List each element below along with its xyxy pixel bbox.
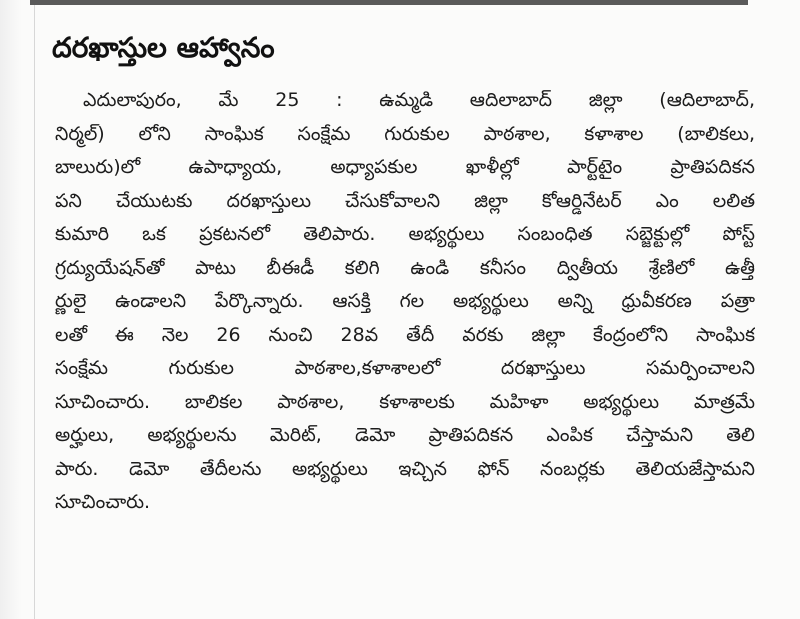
article-line: నిర్మల్) లోని సాంఘిక సంక్షేమ గురుకుల పాఠశాల, కళాశాల (బాలికలు,	[55, 122, 755, 145]
article-line: గ్రద్యుయేషన్‌తో పాటు బీఈడీ కలిగి ఉండి కనీసం ద్వితీయ శ్రేణిలో ఉత్తీ	[55, 256, 755, 279]
article-headline: దరఖాస్తుల ఆహ్వానం	[52, 31, 275, 64]
column-divider	[34, 5, 35, 619]
article-line: లతో ఈ నెల 26 నుంచి 28వ తేదీ వరకు జిల్లా కేంద్రంలోని సాంఘిక	[55, 323, 755, 346]
article-line: అర్హులు, అభ్యర్థులను మెరిట్, డెమో ప్రాతిపదికన ఎంపిక చేస్తామని తెలి	[55, 424, 755, 446]
article-line: సూచించారు.	[55, 491, 151, 513]
article-line: ర్ణులై ఉండాలని పేర్కొన్నారు. ఆసక్తి గల అభ్యర్థులు అన్ని ధ్రువీకరణ పత్రా	[55, 290, 755, 312]
article-body	[55, 84, 755, 520]
article-line: సంక్షేమ గురుకుల పాఠశాల,కళాశాలలో దరఖాస్తులు సమర్పించాలని	[55, 357, 755, 379]
article-line: పారు. డెమో తేదీలను అభ్యర్థులు ఇచ్చిన ఫోన్ నంబర్లకు తెలియజేస్తామని	[55, 457, 755, 480]
article-line: బాలురు)లో ఉపాధ్యాయ, అధ్యాపకుల ఖాళీల్లో పార్ట్‌టైం ప్రాతిపదికన	[55, 156, 755, 178]
article-line: పని చేయుటకు దరఖాస్తులు చేసుకోవాలని జిల్లా కోఆర్డినేటర్ ఎం లలిత	[55, 189, 755, 212]
article-line: సూచించారు. బాలికల పాఠశాల, కళాశాలకు మహిళా అభ్యర్థులు మాత్రమే	[55, 390, 755, 413]
article-line: కుమారి ఒక ప్రకటనలో తెలిపారు. అభ్యర్థులు సంబంధిత సబ్జెక్టుల్లో పోస్ట్	[55, 223, 755, 245]
top-rule	[30, 0, 748, 5]
page-edge-shadow	[0, 0, 22, 619]
article-line: ఎదులాపురం, మే 25 : ఉమ్మడి ఆదిలాబాద్ జిల్లా (ఆదిలాబాద్,	[83, 89, 755, 111]
